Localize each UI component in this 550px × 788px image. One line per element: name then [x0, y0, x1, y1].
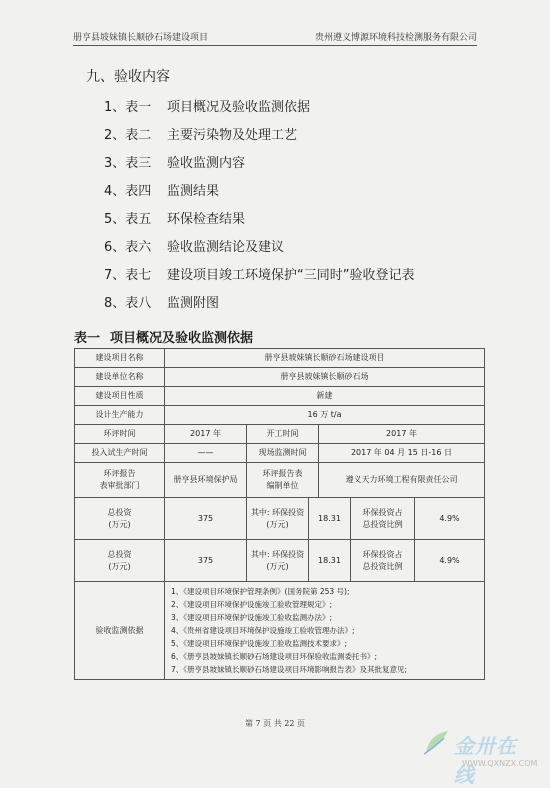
basis-item: 3、《建设项目环境保护设施竣工验收监测办法》; [171, 613, 333, 622]
table-row [75, 368, 485, 387]
project-overview-table [74, 348, 485, 680]
basis-item: 2、《建设项目环境保护设施竣工验收管理规定》; [171, 600, 333, 609]
cell-label [75, 498, 165, 540]
cell-label-line: 其中: 环保投资 [250, 549, 305, 559]
cell-label-line: 总投资 [107, 507, 132, 517]
cell-label [75, 463, 165, 498]
cell-value: —— [165, 444, 247, 463]
page-header [73, 30, 477, 43]
cell-label-line: 总投资比例 [362, 519, 403, 529]
cell-value: 18.31 [309, 498, 351, 540]
cell-label-line: 环保投资占 [362, 507, 403, 517]
contents-item-number: 6、表六 [104, 240, 152, 255]
leaf-logo-icon [422, 728, 452, 756]
table-row [75, 540, 485, 582]
contents-item-text: 验收监测内容 [167, 156, 246, 171]
cell-label [247, 498, 309, 540]
table-title-number: 表一 [74, 331, 101, 346]
cell-label [247, 463, 319, 498]
basis-list-cell [165, 582, 485, 680]
cell-label-line: (万元) [108, 519, 131, 529]
cell-value: 2017 年 [165, 425, 247, 444]
contents-item [104, 150, 414, 178]
cell-label [247, 540, 309, 582]
cell-label: 建设单位名称 [75, 368, 165, 387]
section-title: 九、验收内容 [86, 69, 170, 85]
contents-item-text: 监测附图 [167, 296, 220, 311]
table-row [75, 582, 485, 680]
contents-item-text: 建设项目竣工环境保护“三同时”验收登记表 [167, 268, 415, 283]
contents-item-number: 1、表一 [104, 100, 152, 115]
contents-item [104, 94, 414, 122]
contents-item-text: 项目概况及验收监测依据 [167, 100, 311, 115]
cell-label: 建设项目性质 [75, 387, 165, 406]
cell-label-line: 其中: 环保投资 [250, 507, 305, 517]
table-row [75, 498, 485, 540]
cell-label: 设计生产能力 [75, 406, 165, 425]
cell-label [75, 540, 165, 582]
cell-label-line: 总投资 [107, 549, 132, 559]
contents-item-text: 监测结果 [167, 184, 220, 199]
cell-label: 环评时间 [75, 425, 165, 444]
header-project-name: 册亨县坡妹镇长顺砂石场建设项目 [73, 33, 209, 43]
cell-label-line: (万元) [266, 561, 289, 571]
table-row [75, 387, 485, 406]
cell-label-line: (万元) [108, 561, 131, 571]
contents-item [104, 206, 414, 234]
cell-label-line: 表审批部门 [99, 481, 140, 490]
cell-label [351, 540, 415, 582]
contents-item-text: 主要污染物及处理工艺 [167, 128, 298, 143]
page-footer: 第 7 页 共 22 页 [245, 719, 305, 728]
cell-value: 新建 [165, 387, 485, 406]
contents-item-text: 环保检查结果 [167, 212, 246, 227]
watermark-url: WWW.QXNZX.COM [462, 759, 538, 768]
contents-item-number: 8、表八 [104, 296, 152, 311]
contents-list [104, 94, 414, 318]
cell-label [351, 498, 415, 540]
table-row [75, 425, 485, 444]
contents-item [104, 122, 414, 150]
contents-item-text: 验收监测结论及建议 [167, 240, 285, 255]
contents-item-number: 4、表四 [104, 184, 152, 199]
cell-value: 2017 年 [319, 425, 485, 444]
cell-label: 开工时间 [247, 425, 319, 444]
cell-value: 册亨县环境保护局 [165, 463, 247, 498]
cell-label-line: 环评报告 [103, 469, 136, 478]
contents-item-number: 7、表七 [104, 268, 152, 283]
cell-label-line: 编制单位 [266, 481, 299, 490]
watermark-text: 金卅在线 [454, 734, 517, 787]
basis-item: 4、《贵州省建设项目环境保护设施竣工验收管理办法》; [171, 626, 355, 635]
cell-value: 18.31 [309, 540, 351, 582]
cell-value: 2017 年 04 月 15 日-16 日 [319, 444, 485, 463]
cell-value: 375 [165, 540, 247, 582]
table-title-text: 项目概况及验收监测依据 [110, 331, 254, 346]
basis-item: 6、《册亨县坡妹镇长顺砂石场建设项目环保验收监测委托书》; [171, 652, 378, 661]
cell-label-line: (万元) [266, 519, 289, 529]
cell-label-line: 环保投资占 [362, 549, 403, 559]
table-row [75, 349, 485, 368]
cell-label: 建设项目名称 [75, 349, 165, 368]
cell-value: 遵义天力环境工程有限责任公司 [319, 463, 485, 498]
contents-item-number: 3、表三 [104, 156, 152, 171]
table-row [75, 463, 485, 498]
contents-item-number: 2、表二 [104, 128, 152, 143]
cell-value: 375 [165, 498, 247, 540]
cell-label-line: 总投资比例 [362, 561, 403, 571]
cell-label: 现场监测时间 [247, 444, 319, 463]
contents-item [104, 290, 414, 318]
cell-value: 16 万 t/a [165, 406, 485, 425]
cell-label: 验收监测依据 [75, 582, 165, 680]
cell-value: 册亨县坡妹镇长顺砂石场建设项目 [165, 349, 485, 368]
header-company-name: 贵州遵义博源环境科技检测服务有限公司 [314, 33, 477, 43]
contents-item [104, 234, 414, 262]
basis-item: 1、《建设项目环境保护管理条例》(国务院第 253 号); [171, 587, 350, 596]
basis-item: 5、《建设项目环境保护设施竣工验收监测技术要求》; [171, 639, 348, 648]
header-divider [73, 45, 477, 46]
cell-label: 投入试生产时间 [75, 444, 165, 463]
table-row [75, 406, 485, 425]
cell-value: 4.9% [415, 540, 485, 582]
contents-item-number: 5、表五 [104, 212, 152, 227]
basis-item: 7、《册亨县坡妹镇长顺砂石场建设项目环境影响报告表》及其批复意见; [171, 665, 408, 674]
table-title [74, 327, 253, 346]
cell-label-line: 环评报告表 [262, 469, 303, 478]
contents-item [104, 262, 414, 290]
cell-value: 4.9% [415, 498, 485, 540]
watermark [418, 728, 538, 787]
cell-value: 册亨县坡妹镇长顺砂石场 [165, 368, 485, 387]
table-row [75, 444, 485, 463]
contents-item [104, 178, 414, 206]
